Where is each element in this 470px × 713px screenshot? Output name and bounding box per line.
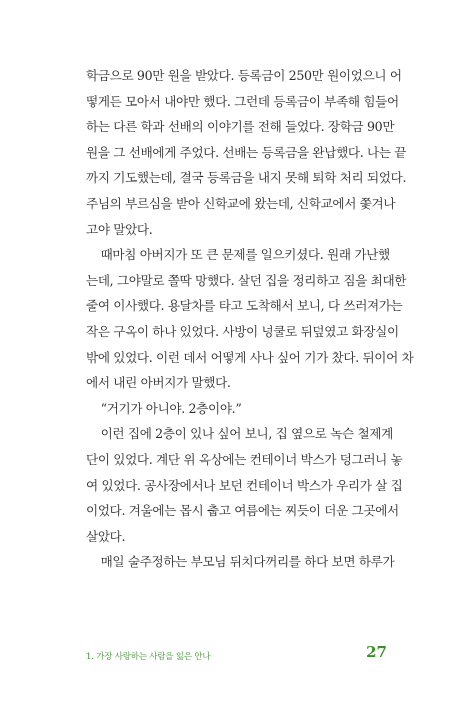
- text-line: 밖에 있었다. 이런 데서 어떻게 사나 싶어 기가 찼다. 뒤이어 차: [86, 349, 414, 365]
- text-line: 이런 집에 2층이 있나 싶어 보니, 집 옆으로 녹슨 철제계: [86, 426, 393, 442]
- text-line: 떻게든 모아서 내야만 했다. 그런데 등록금이 부족해 힘들어: [86, 93, 399, 109]
- text-line: 이었다. 겨울에는 몹시 춥고 여름에는 찌듯이 더운 그곳에서: [86, 503, 399, 519]
- text-line: 작은 구옥이 하나 있었다. 사방이 넝쿨로 뒤덮였고 화장실이: [86, 323, 399, 339]
- text-line: 매일 술주정하는 부모님 뒤치다꺼리를 하다 보면 하루가: [86, 554, 395, 570]
- chapter-footer: 1. 가장 사랑하는 사람을 잃은 안나: [86, 652, 211, 662]
- text-line: 까지 기도했는데, 결국 등록금을 내지 못해 퇴학 처리 되었다.: [86, 170, 407, 186]
- text-line: 때마침 아버지가 또 큰 문제를 일으키셨다. 원래 가난했: [86, 247, 390, 263]
- text-line: 살았다.: [86, 528, 126, 544]
- text-line: 는데, 그야말로 쫄딱 망했다. 살던 집을 정리하고 짐을 최대한: [86, 272, 407, 288]
- text-line: 고야 말았다.: [86, 221, 153, 237]
- text-line: 주님의 부르심을 받아 신학교에 왔는데, 신학교에서 쫓겨나: [86, 195, 396, 211]
- text-line: 원을 그 선배에게 주었다. 선배는 등록금을 완납했다. 나는 끝: [86, 144, 407, 160]
- page-number: 27: [366, 643, 387, 661]
- text-line: 줄여 이사했다. 용달차를 타고 도착해서 보니, 다 쓰러져가는: [86, 298, 403, 314]
- text-line: 에서 내린 아버지가 말했다.: [86, 375, 231, 391]
- text-line: 하는 다른 학과 선배의 이야기를 전해 들었다. 장학금 90만: [86, 119, 395, 135]
- text-line: 단이 있었다. 계단 위 옥상에는 컨테이너 박스가 덩그러니 놓: [86, 451, 403, 467]
- body-text: [86, 63, 414, 575]
- text-line: 학금으로 90만 원을 받았다. 등록금이 250만 원이었으니 어: [86, 68, 402, 83]
- text-line: 여 있었다. 공사장에서나 보던 컨테이너 박스가 우리가 살 집: [86, 477, 403, 493]
- text-line: “거기가 아니야. 2층이야.”: [86, 400, 242, 416]
